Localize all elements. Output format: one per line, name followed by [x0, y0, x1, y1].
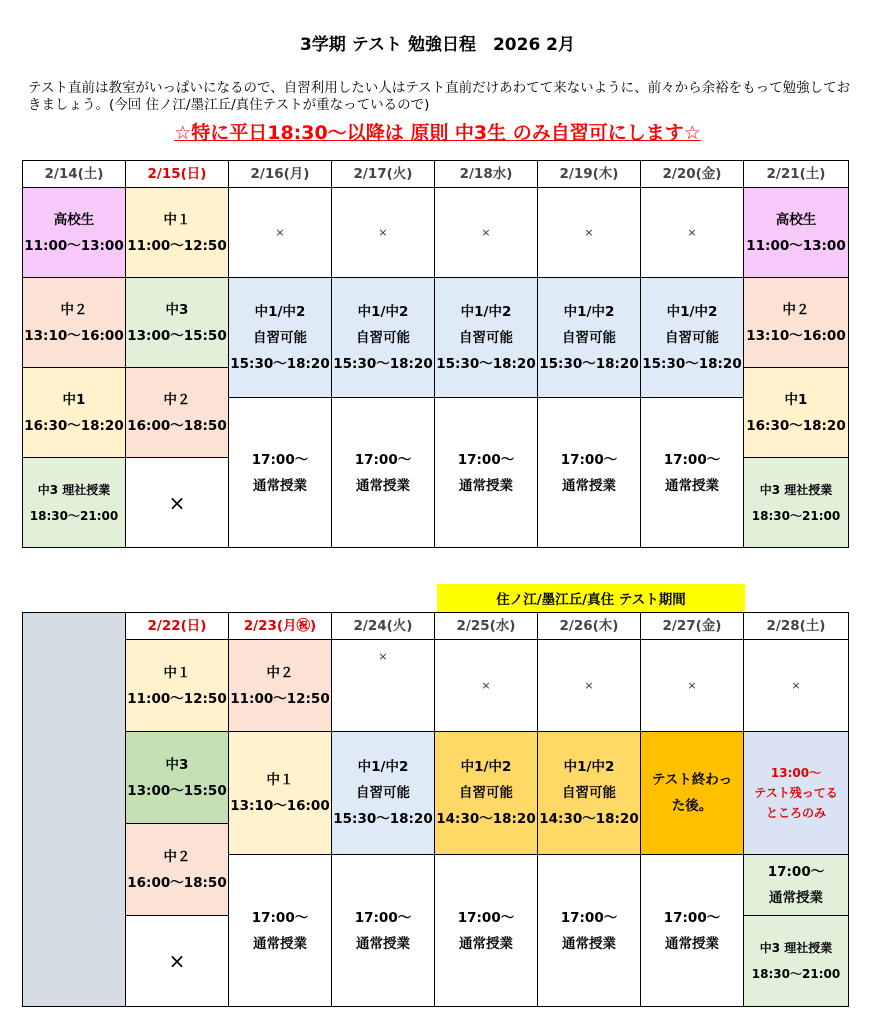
empty-cell: × [125, 915, 229, 1007]
schedule-cell: 中２ 13:10〜16:00 [22, 277, 126, 368]
self-study-cell: 中1/中2 自習可能 15:30〜18:20 [434, 277, 538, 398]
schedule-cell: 高校生 11:00〜13:00 [743, 187, 849, 278]
blank-column [22, 612, 126, 1007]
closed-mark: × [640, 639, 744, 732]
day-header: 2/24(火) [331, 612, 435, 640]
day-header: 2/20(金) [640, 160, 744, 188]
schedule-cell: 中２ 16:00〜18:50 [125, 823, 229, 916]
self-study-cell: 中1/中2 自習可能 14:30〜18:20 [434, 731, 538, 855]
schedule-cell: 中２ 11:00〜12:50 [228, 639, 332, 732]
schedule-cell: 中3 13:00〜15:50 [125, 731, 229, 824]
day-header: 2/19(木) [537, 160, 641, 188]
day-header: 2/21(土) [743, 160, 849, 188]
self-study-cell: 中1/中2 自習可能 15:30〜18:20 [228, 277, 332, 398]
closed-mark: × [537, 639, 641, 732]
closed-mark: × [537, 187, 641, 278]
regular-class-cell: 17:00〜 通常授業 [331, 854, 435, 1007]
day-header: 2/25(水) [434, 612, 538, 640]
regular-class-cell: 17:00〜 通常授業 [228, 854, 332, 1007]
self-study-cell: 中1/中2 自習可能 15:30〜18:20 [331, 731, 435, 855]
regular-class-cell: 17:00〜 通常授業 [434, 397, 538, 548]
regular-class-cell: 17:00〜 通常授業 [228, 397, 332, 548]
day-header: 2/23(月㊗) [228, 612, 332, 640]
schedule-cell: 中２ 13:10〜16:00 [743, 277, 849, 368]
self-study-cell: 中1/中2 自習可能 15:30〜18:20 [331, 277, 435, 398]
day-header: 2/17(火) [331, 160, 435, 188]
regular-class-cell: 17:00〜 通常授業 [743, 854, 849, 916]
schedule-cell: 中１ 11:00〜12:50 [125, 187, 229, 278]
regular-class-cell: 17:00〜 通常授業 [331, 397, 435, 548]
day-header: 2/28(土) [743, 612, 849, 640]
day-header: 2/15(日) [125, 160, 229, 188]
self-study-cell: 中1/中2 自習可能 14:30〜18:20 [537, 731, 641, 855]
schedule-cell: 高校生 11:00〜13:00 [22, 187, 126, 278]
schedule-cell: 中１ 13:10〜16:00 [228, 731, 332, 855]
closed-mark: × [331, 187, 435, 278]
schedule-cell: 中１ 11:00〜12:50 [125, 639, 229, 732]
day-header: 2/26(木) [537, 612, 641, 640]
self-study-cell: 中1/中2 自習可能 15:30〜18:20 [640, 277, 744, 398]
self-study-cell: 中1/中2 自習可能 15:30〜18:20 [537, 277, 641, 398]
closed-mark: × [434, 639, 538, 732]
regular-class-cell: 17:00〜 通常授業 [640, 397, 744, 548]
empty-cell: × [125, 457, 229, 548]
regular-class-cell: 17:00〜 通常授業 [537, 397, 641, 548]
closed-mark: × [434, 187, 538, 278]
schedule-cell: 中3 理社授業 18:30〜21:00 [743, 457, 849, 548]
closed-mark: × [640, 187, 744, 278]
schedule-cell: 中3 13:00〜15:50 [125, 277, 229, 368]
closed-mark: × [743, 639, 849, 732]
schedule-cell: 中3 理社授業 18:30〜21:00 [743, 915, 849, 1007]
schedule-cell: 中２ 16:00〜18:50 [125, 367, 229, 458]
intro-text: テスト直前は教室がいっぱいになるので、自習利用したい人はテスト直前だけあわてて来ないように、前々から余裕をもって勉強しておきましょう。(今回 住ノ江/墨江丘/真住テストが重なっているので) [28, 80, 851, 113]
schedule-cell: 中1 16:30〜18:20 [743, 367, 849, 458]
remaining-test-cell: 13:00〜 テスト残ってる ところのみ [743, 731, 849, 855]
page-title: 3学期 テスト 勉強日程 2026 2月 [299, 35, 576, 55]
closed-mark: × [331, 639, 435, 732]
after-test-cell: テスト終わっ た後。 [640, 731, 744, 855]
regular-class-cell: 17:00〜 通常授業 [640, 854, 744, 1007]
day-header: 2/18水) [434, 160, 538, 188]
day-header: 2/22(日) [125, 612, 229, 640]
closed-mark: × [228, 187, 332, 278]
schedule-cell: 中3 理社授業 18:30〜21:00 [22, 457, 126, 548]
day-header: 2/16(月) [228, 160, 332, 188]
day-header: 2/27(金) [640, 612, 744, 640]
day-header: 2/14(土) [22, 160, 126, 188]
regular-class-cell: 17:00〜 通常授業 [434, 854, 538, 1007]
regular-class-cell: 17:00〜 通常授業 [537, 854, 641, 1007]
test-period-banner: 住ノ江/墨江丘/真住 テスト期間 [437, 584, 745, 612]
notice-text: ☆特に平日18:30〜以降は 原則 中3生 のみ自習可にします☆ [174, 122, 701, 144]
schedule-cell: 中1 16:30〜18:20 [22, 367, 126, 458]
